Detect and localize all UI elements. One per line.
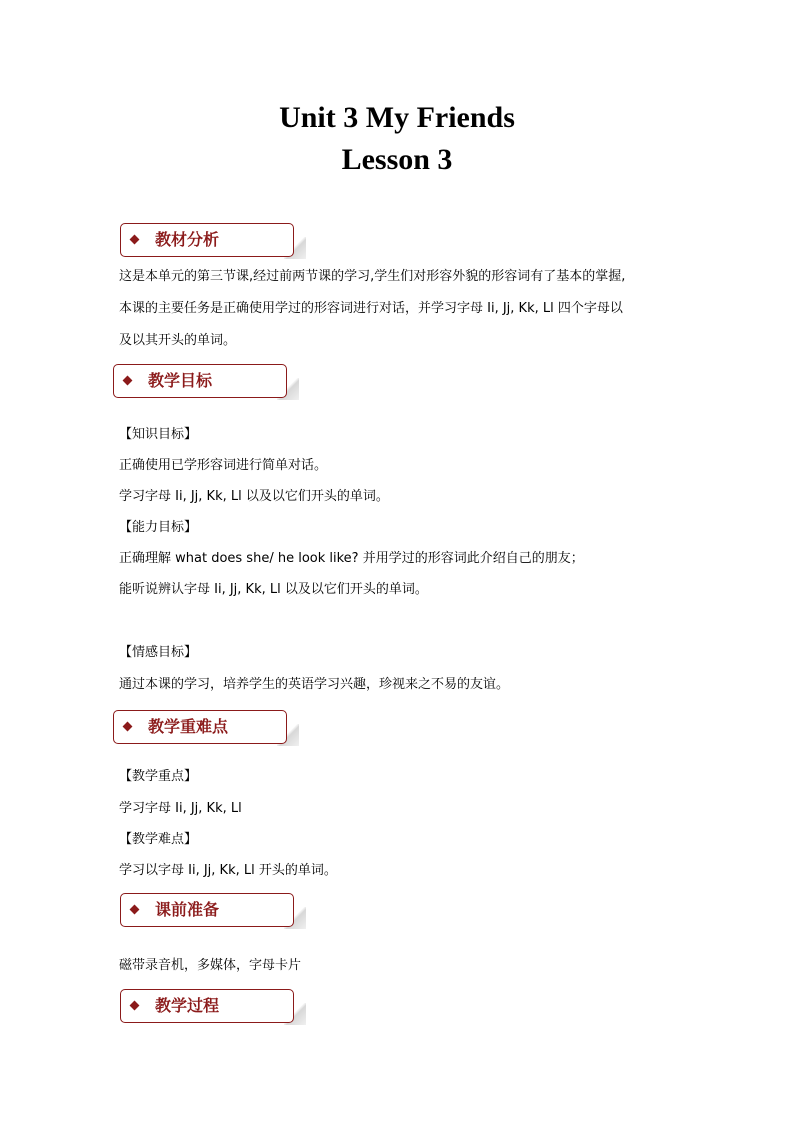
section-header-prep xyxy=(120,893,310,929)
section-label: 课前准备 xyxy=(155,900,220,919)
document-title: Unit 3 My Friends xyxy=(279,101,515,134)
section-header-analysis xyxy=(120,223,310,259)
header-box xyxy=(120,893,294,927)
section-header-goals xyxy=(113,364,303,400)
section-header-key-points xyxy=(113,710,303,746)
diamond-icon xyxy=(130,1001,140,1011)
header-box xyxy=(120,989,294,1023)
focus-heading: 【教学重点】 xyxy=(119,769,198,784)
section-label: 教学目标 xyxy=(148,371,213,390)
header-box xyxy=(113,710,287,744)
prep-materials: 磁带录音机，多媒体，字母卡片 xyxy=(119,958,302,973)
knowledge-goal-1: 正确使用已学形容词进行简单对话。 xyxy=(119,458,328,473)
diamond-icon xyxy=(123,722,133,732)
section-label: 教材分析 xyxy=(155,230,220,249)
header-box xyxy=(120,223,294,257)
diamond-icon xyxy=(130,905,140,915)
ability-goal-heading: 【能力目标】 xyxy=(119,520,198,535)
analysis-line-3: 及以其开头的单词。 xyxy=(119,333,237,348)
header-box xyxy=(113,364,287,398)
diamond-icon xyxy=(130,235,140,245)
difficulty-heading: 【教学难点】 xyxy=(119,832,198,847)
section-header-process xyxy=(120,989,310,1025)
knowledge-goal-2: 学习字母 Ii, Jj, Kk, Ll 以及以它们开头的单词。 xyxy=(119,489,389,504)
knowledge-goal-heading: 【知识目标】 xyxy=(119,427,198,442)
analysis-line-1: 这是本单元的第三节课,经过前两节课的学习,学生们对形容外貌的形容词有了基本的掌握, xyxy=(119,269,626,284)
section-label: 教学重难点 xyxy=(148,717,229,736)
diamond-icon xyxy=(123,376,133,386)
emotion-goal-heading: 【情感目标】 xyxy=(119,645,198,660)
difficulty-item-1: 学习以字母 Ii, Jj, Kk, Ll 开头的单词。 xyxy=(119,863,337,878)
ability-goal-1: 正确理解 what does she/ he look like? 并用学过的形容词此介绍自己的朋友； xyxy=(119,551,584,566)
emotion-goal-1: 通过本课的学习，培养学生的英语学习兴趣，珍视来之不易的友谊。 xyxy=(119,677,510,692)
ability-goal-2: 能听说辨认字母 Ii, Jj, Kk, Ll 以及以它们开头的单词。 xyxy=(119,582,428,597)
analysis-line-2: 本课的主要任务是正确使用学过的形容词进行对话，并学习字母 Ii, Jj, Kk, Ll 四个字母以 xyxy=(119,301,623,316)
document-subtitle: Lesson 3 xyxy=(341,143,453,176)
section-label: 教学过程 xyxy=(155,996,220,1015)
focus-item-1: 学习字母 Ii, Jj, Kk, Ll xyxy=(119,801,242,816)
